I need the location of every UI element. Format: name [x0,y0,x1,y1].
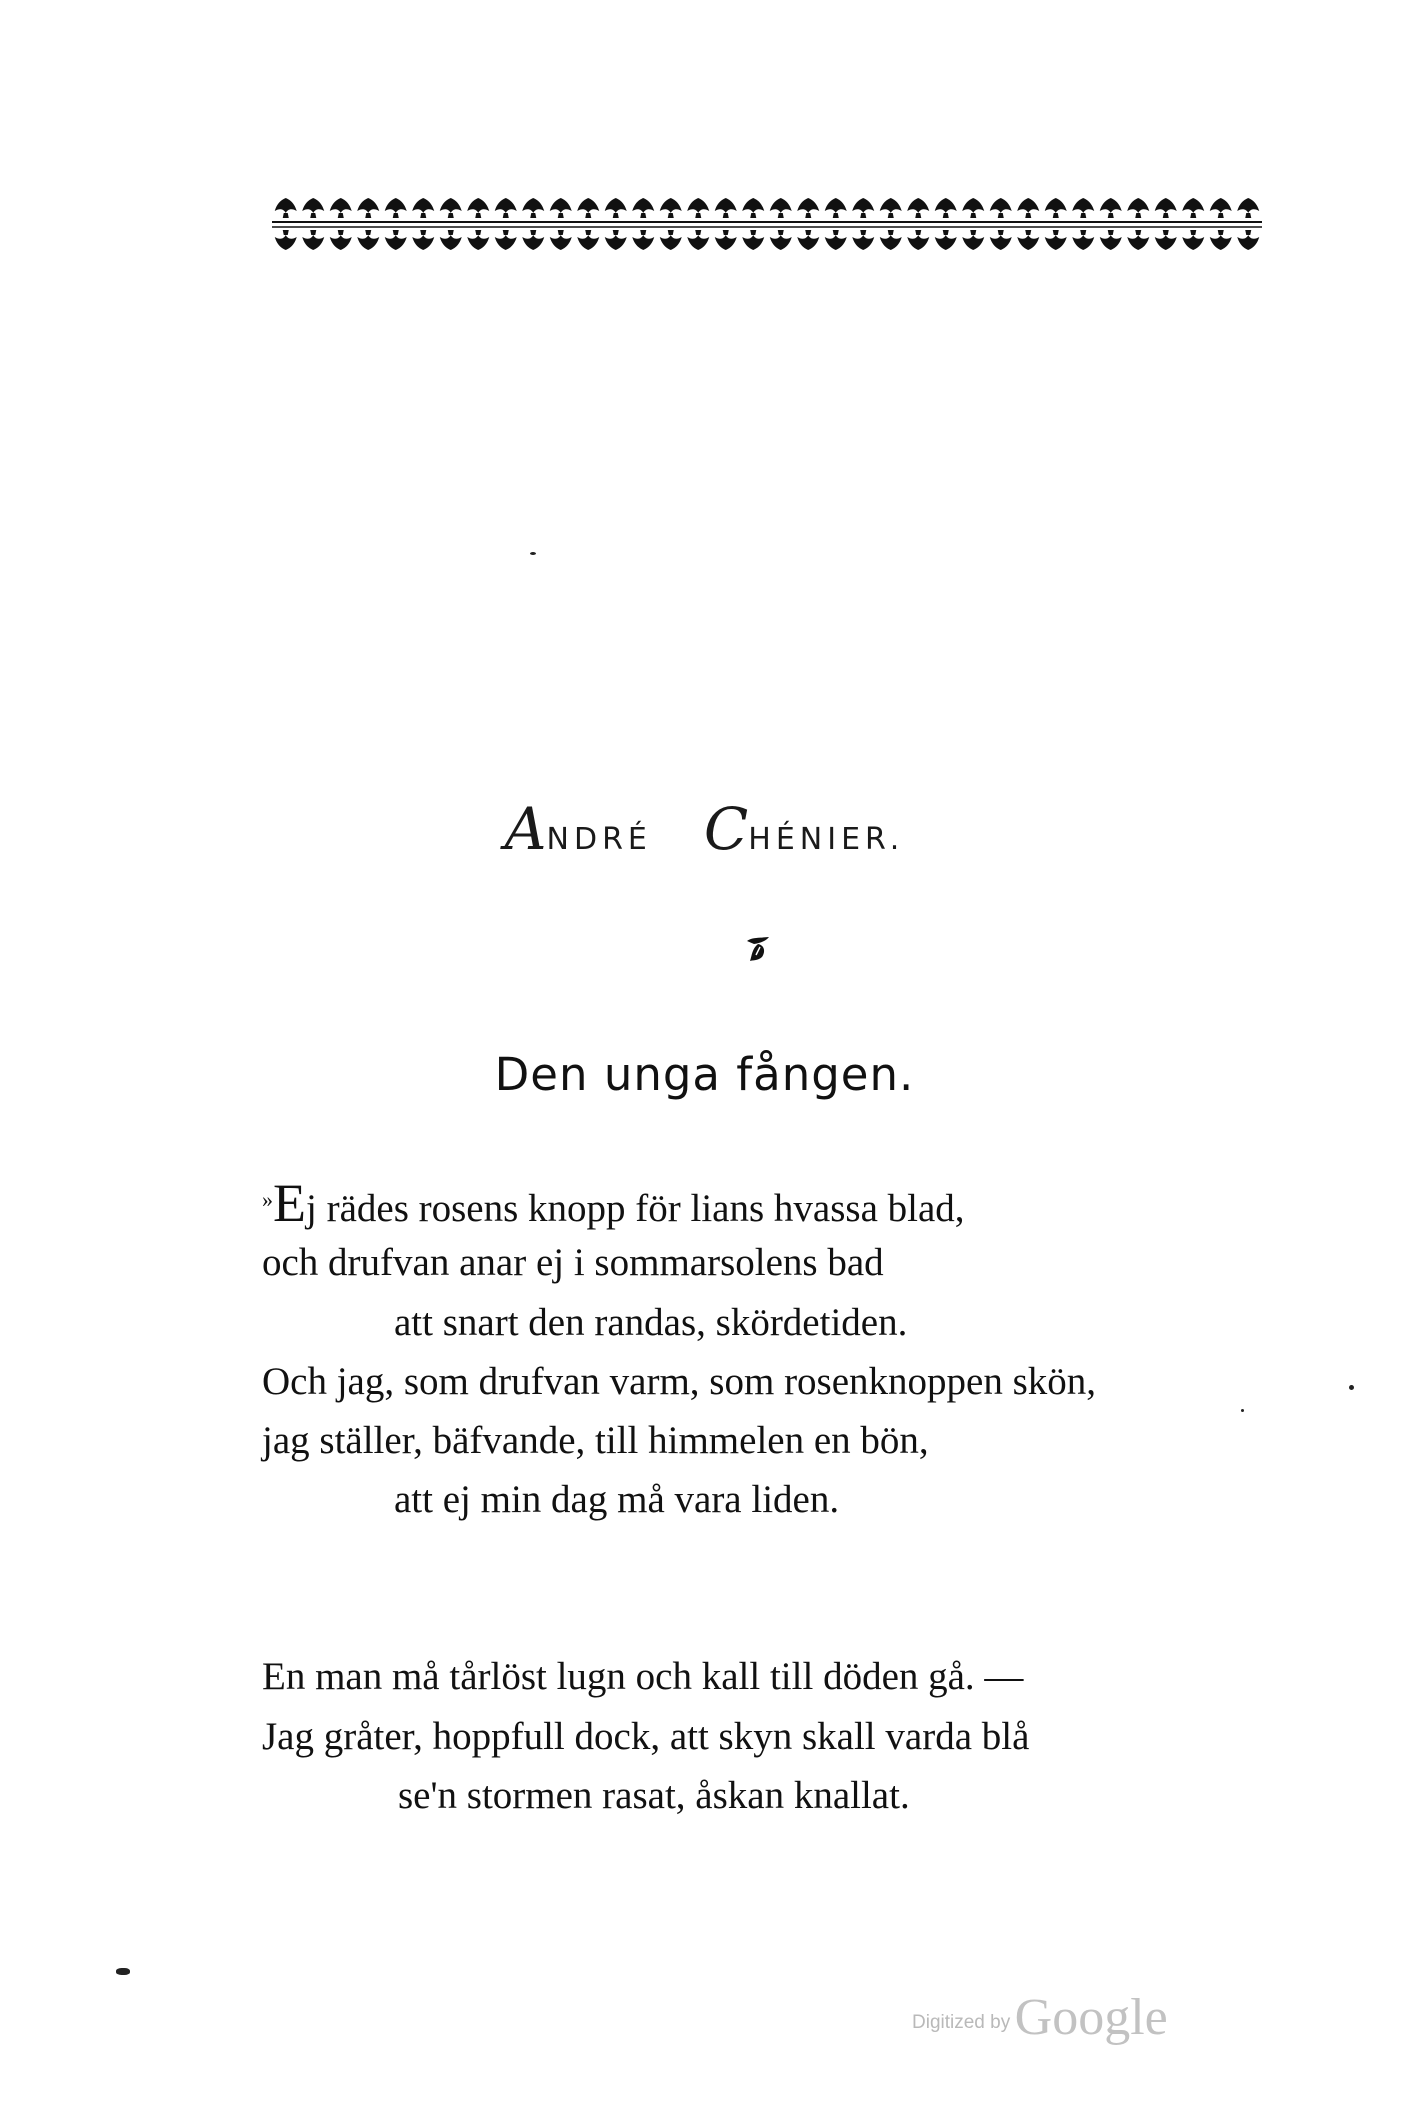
author-heading [0,795,1409,863]
verse-line-text: j rädes rosens knopp för lians hvassa blad, [306,1187,965,1230]
author-first-initial: A [504,795,547,863]
fleuron-icon [744,935,772,963]
scan-speck [116,1968,130,1975]
scan-speck [1241,1409,1244,1412]
opening-quote: » [262,1187,273,1212]
scan-speck [530,552,536,555]
verse-line: Och jag, som drufvan varm, som rosenknoppen skön, [262,1360,1097,1403]
verse-line: att ej min dag må vara liden. [394,1478,840,1521]
verse-line: Jag gråter, hoppfull dock, att skyn skall varda blå [262,1715,1030,1758]
verse-line: jag ställer, bäfvande, till himmelen en bön, [262,1419,929,1462]
verse-line: och drufvan anar ej i sommarsolens bad [262,1241,884,1284]
scan-speck [1349,1385,1354,1390]
verse-line: En man må tårlöst lugn och kall till döden gå. — [262,1655,1024,1698]
verse-line [262,1170,965,1238]
verse-line: se'n stormen rasat, åskan knallat. [398,1774,910,1817]
drop-cap: E [273,1173,306,1233]
verse-line: att snart den randas, skördetiden. [394,1301,908,1344]
header-ornament [272,195,1262,255]
author-last-initial: C [703,795,749,863]
digitized-watermark [912,1988,1168,2047]
digitized-prefix: Digitized by [912,2012,1011,2033]
fleuron-border-icon [272,195,1262,255]
author-last-name: HÉNIER. [748,822,905,857]
google-logo: Google [1014,1989,1168,2046]
author-first-name: NDRÉ [546,822,652,857]
poem-title: Den unga fången. [494,1048,915,1101]
